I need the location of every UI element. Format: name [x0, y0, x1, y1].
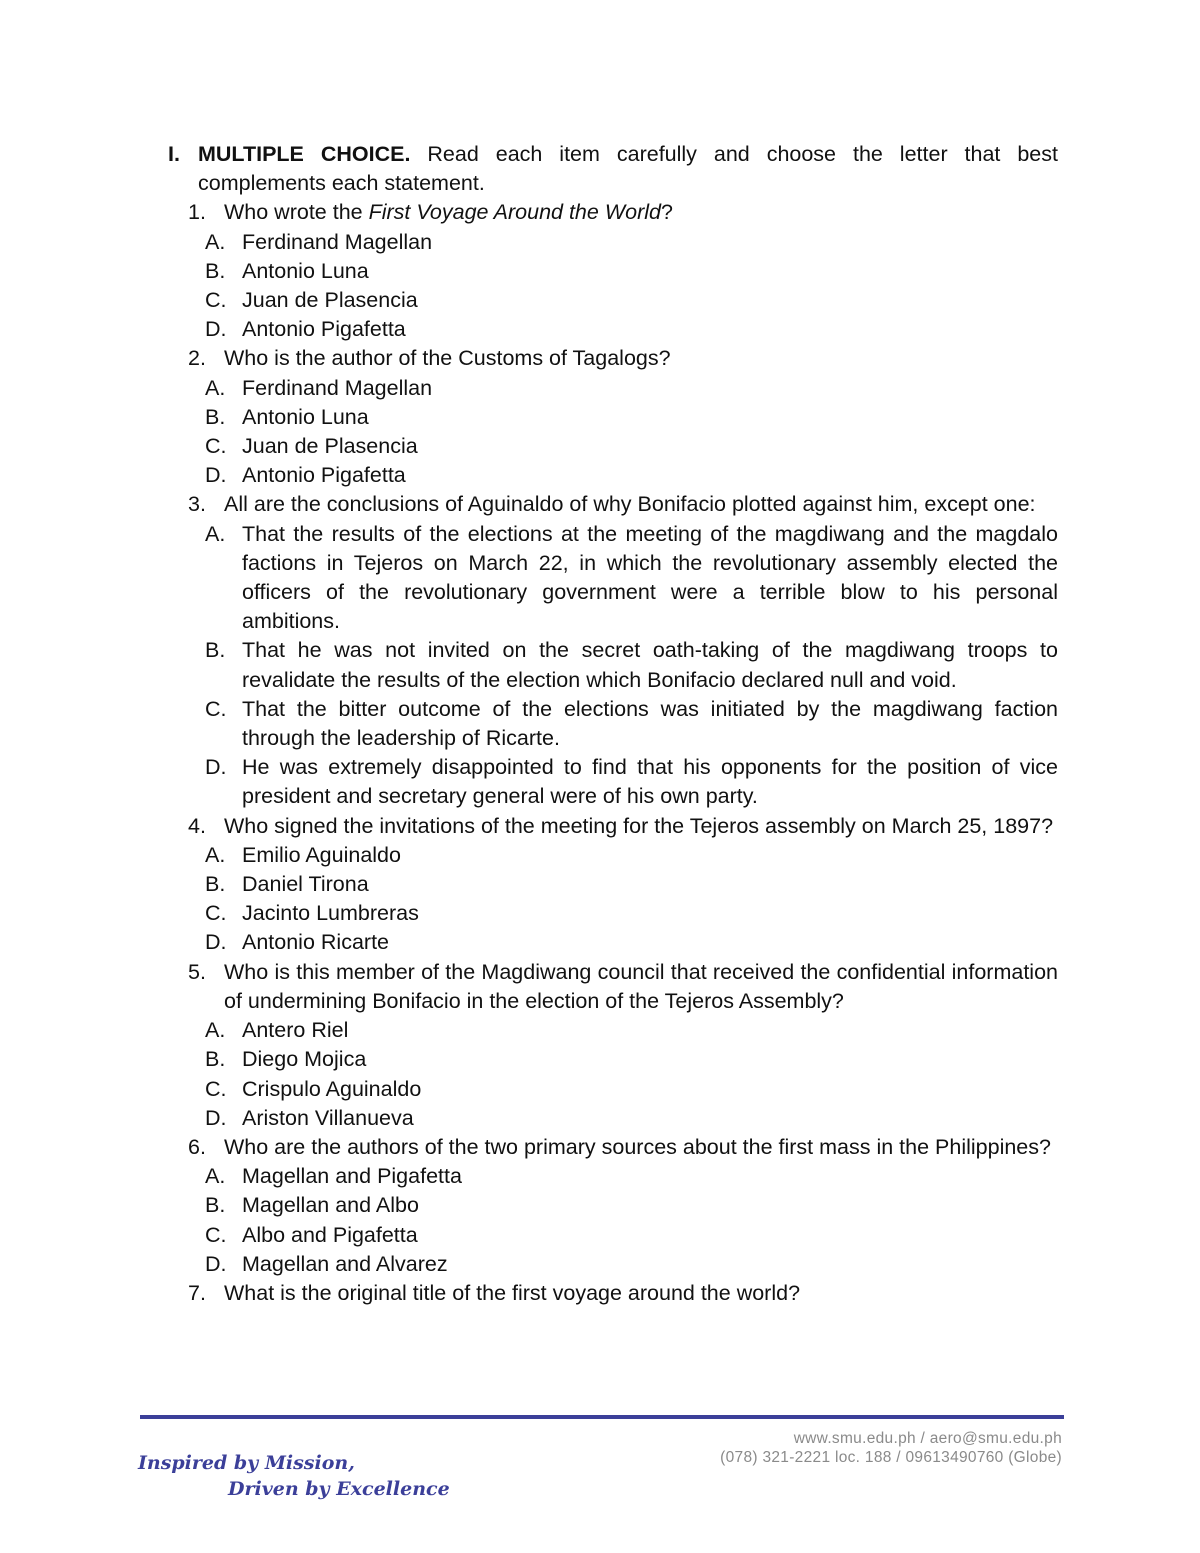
question-number: 4.	[188, 813, 206, 838]
option-text: Magellan and Alvarez	[242, 1251, 448, 1276]
question-7	[168, 1279, 1058, 1308]
question-number: 2.	[188, 346, 206, 371]
option-letter: D.	[205, 930, 227, 955]
option-text: Diego Mojica	[242, 1047, 367, 1072]
option-letter: A.	[205, 375, 226, 400]
question-text: Who is this member of the Magdiwang council that received the confidential information of undermining Bonifacio in the election of the Tejeros Assembly?	[224, 959, 1058, 1013]
question-3	[168, 490, 1058, 519]
option-text: Antonio Pigafetta	[242, 317, 406, 342]
option-letter: B.	[205, 638, 226, 663]
option-letter: D.	[205, 1105, 227, 1130]
answer-option	[168, 1162, 1058, 1191]
option-list	[168, 520, 1058, 812]
answer-option	[168, 870, 1058, 899]
option-list	[168, 1162, 1058, 1279]
quiz-section	[168, 140, 1058, 1308]
answer-option	[168, 374, 1058, 403]
option-text: Ariston Villanueva	[242, 1105, 414, 1130]
footer-divider	[140, 1415, 1064, 1419]
option-text: That the results of the elections at the meeting of the magdiwang and the magdalo factions in Tejeros on March 22, in which the revolutionary assembly elected the officers of the revolutionary government were a terrible blow to his personal ambitions.	[242, 521, 1058, 634]
answer-option	[168, 257, 1058, 286]
option-text: That he was not invited on the secret oath-taking of the magdiwang troops to revalidate the results of the election which Bonifacio declared null and void.	[242, 638, 1058, 692]
question-5	[168, 958, 1058, 1016]
option-list	[168, 228, 1058, 345]
answer-option	[168, 286, 1058, 315]
option-text: Albo and Pigafetta	[242, 1222, 418, 1247]
option-text: Antonio Ricarte	[242, 930, 389, 955]
option-text: Juan de Plasencia	[242, 434, 418, 459]
section-heading	[168, 140, 1058, 198]
question-list	[168, 198, 1058, 1308]
question-text: Who are the authors of the two primary sources about the first mass in the Philippines?	[224, 1134, 1051, 1159]
option-text: He was extremely disappointed to find that his opponents for the position of vice president and secretary general were of his own party.	[242, 755, 1058, 809]
option-text: Magellan and Pigafetta	[242, 1164, 462, 1189]
answer-option	[168, 432, 1058, 461]
answer-option	[168, 1191, 1058, 1220]
answer-option	[168, 1221, 1058, 1250]
option-letter: C.	[205, 1076, 227, 1101]
answer-option	[168, 753, 1058, 811]
slogan-line-2: Driven by Excellence	[228, 1478, 450, 1500]
section-number: I.	[168, 142, 180, 166]
book-title: First Voyage Around the World	[368, 200, 661, 225]
question-text: Who signed the invitations of the meeting for the Tejeros assembly on March 25, 1897?	[224, 813, 1054, 838]
option-list	[168, 841, 1058, 958]
option-text: Daniel Tirona	[242, 872, 369, 897]
answer-option	[168, 461, 1058, 490]
option-text: Antonio Luna	[242, 258, 369, 283]
option-letter: A.	[205, 521, 226, 546]
option-letter: B.	[205, 404, 226, 429]
question-number: 6.	[188, 1134, 206, 1159]
answer-option	[168, 1104, 1058, 1133]
option-text: That the bitter outcome of the elections was initiated by the magdiwang faction through the leadership of Ricarte.	[242, 696, 1058, 751]
option-letter: C.	[205, 1222, 227, 1247]
question-text: Who is the author of the Customs of Tagalogs?	[224, 346, 671, 371]
option-text: Juan de Plasencia	[242, 288, 418, 313]
option-list	[168, 1016, 1058, 1133]
option-letter: B.	[205, 1193, 226, 1218]
question-text: All are the conclusions of Aguinaldo of why Bonifacio plotted against him, except one:	[224, 492, 1036, 517]
question-6	[168, 1133, 1058, 1162]
answer-option	[168, 1075, 1058, 1104]
question-2	[168, 344, 1058, 373]
question-text: Who wrote the	[224, 200, 369, 225]
answer-option	[168, 1250, 1058, 1279]
option-letter: B.	[205, 258, 226, 283]
option-text: Magellan and Albo	[242, 1193, 419, 1218]
footer-phone: (078) 321-2221 loc. 188 / 09613490760 (Globe)	[720, 1449, 1062, 1466]
answer-option	[168, 315, 1058, 344]
footer-website-email: www.smu.edu.ph / aero@smu.edu.ph	[793, 1430, 1062, 1447]
option-text: Emilio Aguinaldo	[242, 842, 401, 867]
option-text: Antonio Pigafetta	[242, 463, 406, 488]
footer-contact	[720, 1429, 1062, 1467]
answer-option	[168, 1045, 1058, 1074]
option-letter: C.	[205, 288, 227, 313]
option-letter: A.	[205, 229, 226, 254]
answer-option	[168, 520, 1058, 637]
answer-option	[168, 636, 1058, 694]
question-4	[168, 812, 1058, 841]
option-letter: C.	[205, 434, 227, 459]
answer-option	[168, 899, 1058, 928]
option-letter: D.	[205, 1251, 227, 1276]
option-text: Jacinto Lumbreras	[242, 901, 419, 926]
answer-option	[168, 928, 1058, 957]
option-letter: D.	[205, 317, 227, 342]
answer-option	[168, 695, 1058, 753]
option-text: Antero Riel	[242, 1018, 349, 1043]
question-number: 7.	[188, 1280, 206, 1305]
option-letter: C.	[205, 901, 227, 926]
answer-option	[168, 228, 1058, 257]
slogan-line-1: Inspired by Mission,	[138, 1452, 355, 1474]
option-letter: A.	[205, 842, 226, 867]
option-list	[168, 374, 1058, 491]
option-text: Ferdinand Magellan	[242, 229, 433, 254]
option-letter: C.	[205, 696, 227, 721]
option-letter: A.	[205, 1164, 226, 1189]
option-letter: D.	[205, 755, 227, 780]
option-text: Ferdinand Magellan	[242, 375, 433, 400]
question-number: 3.	[188, 492, 206, 517]
option-text: Antonio Luna	[242, 404, 369, 429]
section-label: MULTIPLE CHOICE.	[198, 142, 411, 166]
question-number: 1.	[188, 200, 206, 225]
question-1	[168, 198, 1058, 227]
option-letter: D.	[205, 463, 227, 488]
option-letter: B.	[205, 1047, 226, 1072]
answer-option	[168, 403, 1058, 432]
option-letter: B.	[205, 872, 226, 897]
option-letter: A.	[205, 1018, 226, 1043]
answer-option	[168, 841, 1058, 870]
question-text-end: ?	[660, 200, 673, 225]
section-instruction: Read each item carefully and choose the letter that best complements each statement.	[198, 142, 1058, 196]
question-text: What is the original title of the first voyage around the world?	[224, 1280, 801, 1305]
answer-option	[168, 1016, 1058, 1045]
option-text: Crispulo Aguinaldo	[242, 1076, 422, 1101]
question-number: 5.	[188, 959, 206, 984]
